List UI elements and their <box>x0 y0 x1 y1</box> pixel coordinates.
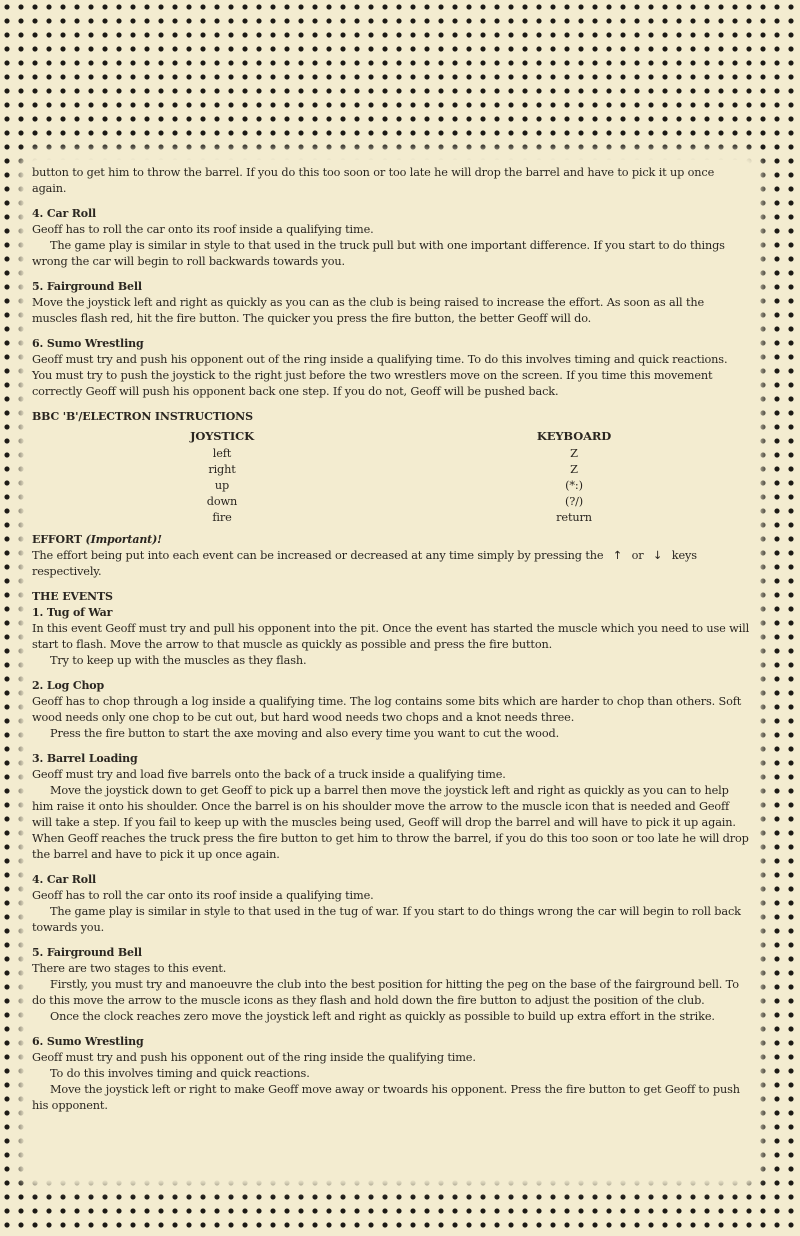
joystick-control: fire <box>212 511 232 524</box>
joystick-control: down <box>206 495 238 508</box>
controls-table <box>32 428 750 528</box>
keyboard-heading: KEYBOARD <box>536 429 612 443</box>
event-heading: 5. Fairground Bell <box>32 946 142 959</box>
section-heading: 4. Car Roll <box>32 207 97 220</box>
paragraph: Firstly, you must try and manoeuvre the club into the best position for hitting the peg on the base of the fairground bell. To do this move the arrow to the muscle icons as they flash and hold down the fire button to adjust the position of the club. <box>32 978 739 1007</box>
keyboard-key: Z <box>570 463 578 476</box>
event-heading: 1. Tug of War <box>32 606 113 619</box>
joystick-heading: JOYSTICK <box>190 429 254 443</box>
event-heading: 2. Log Chop <box>32 679 105 692</box>
event-heading: 4. Car Roll <box>32 873 97 886</box>
important-note: (Important)! <box>85 533 162 546</box>
effort-or: or <box>631 549 644 562</box>
bbc-instructions-heading: BBC 'B'/ELECTRON INSTRUCTIONS <box>32 410 253 423</box>
paragraph: Move the joystick left and right as quickly as you can as the club is being raised to increase the effort. As soon as all the muscles flash red, hit the fire button. The quicker you press the fire button, the better Geoff will do. <box>32 296 704 325</box>
keyboard-key: Z <box>570 447 578 460</box>
keyboard-column <box>494 428 654 526</box>
paragraph: Geoff must try and load five barrels onto the back of a truck inside a qualifying time. <box>32 768 506 781</box>
paragraph: Geoff must try and push his opponent out of the ring inside a qualifying time. To do this involves timing and quick reactions. You must try to push the joystick to the right just before the two wrestlers move on the screen. If you time this movement correctly Geoff will push his opponent back one step. If you do not, Geoff will be pushed back. <box>32 353 728 398</box>
effort-heading <box>32 532 750 548</box>
paragraph: To do this involves timing and quick reactions. <box>50 1067 310 1080</box>
effort-text-before: The effort being put into each event can be increased or decreased at any time simply by pressing the <box>32 549 604 562</box>
down-arrow-icon: ↓ <box>652 549 663 562</box>
paragraph: Move the joystick down to get Geoff to pick up a barrel then move the joystick left and right as quickly as you can to help him raise it onto his shoulder. Once the barrel is on his shoulder move the arrow to the muscle icon that is needed and Geoff will take a step. If you fail to keep up with the muscles being used, Geoff will drop the barrel and will have to pick it up again. When Geoff reaches the truck press the fire button to get him to throw the barrel, if you do this too soon or too late he will drop the barrel and have to pick it up once again. <box>32 784 749 861</box>
events-heading: THE EVENTS <box>32 590 113 603</box>
intro-continuation: button to get him to throw the barrel. If you do this too soon or too late he will drop the barrel and have to pick it up once again. <box>32 166 715 195</box>
effort-title: EFFORT <box>32 533 82 546</box>
paragraph: Move the joystick left or right to make Geoff move away or twoards his opponent. Press the fire button to get Geoff to push his opponent. <box>32 1083 740 1112</box>
joystick-control: up <box>214 479 230 492</box>
paragraph: Geoff has to roll the car onto its roof inside a qualifying time. <box>32 223 374 236</box>
instructions-text <box>32 165 750 1114</box>
keyboard-key: (*:) <box>565 479 583 492</box>
paragraph: The game play is similar in style to that used in the truck pull but with one important difference. If you start to do things wrong the car will begin to roll backwards towards you. <box>32 239 725 268</box>
event-heading: 6. Sumo Wrestling <box>32 1035 144 1048</box>
effort-paragraph <box>32 548 750 580</box>
paragraph: Once the clock reaches zero move the joystick left and right as quickly as possible to build up extra effort in the strike. <box>50 1010 715 1023</box>
paragraph: Geoff has to roll the car onto its roof inside a qualifying time. <box>32 889 374 902</box>
keyboard-key: return <box>556 511 592 524</box>
paragraph: Press the fire button to start the axe moving and also every time you want to cut the wood. <box>50 727 560 740</box>
paragraph: Try to keep up with the muscles as they flash. <box>50 654 307 667</box>
paragraph: In this event Geoff must try and pull his opponent into the pit. Once the event has started the muscle which you need to use will start to flash. Move the arrow to that muscle as quickly as possible and press the fire button. <box>32 622 750 651</box>
paragraph: Geoff must try and push his opponent out of the ring inside the qualifying time. <box>32 1051 476 1064</box>
paragraph: Geoff has to chop through a log inside a qualifying time. The log contains some bits which are harder to chop than others. Soft wood needs only one chop to be cut out, but hard wood needs two chops and a knot needs three. <box>32 695 742 724</box>
joystick-column <box>142 428 302 526</box>
paragraph: There are two stages to this event. <box>32 962 227 975</box>
joystick-control: left <box>212 447 232 460</box>
up-arrow-icon: ↑ <box>612 549 623 562</box>
keyboard-key: (?/) <box>564 495 584 508</box>
event-heading: 3. Barrel Loading <box>32 752 138 765</box>
section-heading: 5. Fairground Bell <box>32 280 142 293</box>
joystick-control: right <box>208 463 236 476</box>
paragraph: The game play is similar in style to that used in the tug of war. If you start to do things wrong the car will begin to roll back towards you. <box>32 905 741 934</box>
section-heading: 6. Sumo Wrestling <box>32 337 144 350</box>
effort-text-after: keys respectively. <box>32 549 697 578</box>
